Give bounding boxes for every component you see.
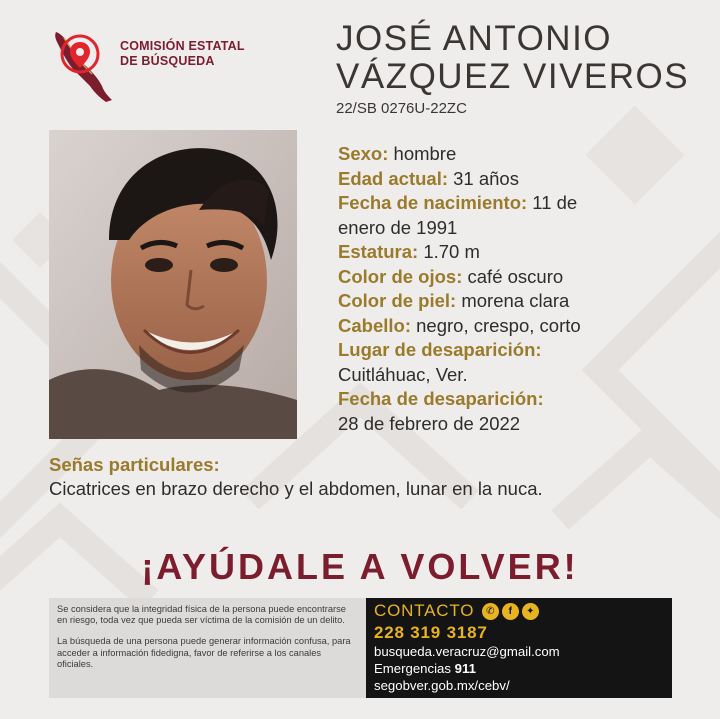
org-name <box>120 39 245 69</box>
detail-lugar-value: Cuitláhuac, Ver. <box>338 363 468 385</box>
contact-emergency-number[interactable]: 911 <box>454 661 476 676</box>
contact-website[interactable]: segobver.gob.mx/cebv/ <box>374 678 510 693</box>
detail-lugar <box>338 338 628 387</box>
facebook-icon[interactable]: f <box>502 603 519 620</box>
detail-cabello-label: Cabello: <box>338 314 411 336</box>
detail-piel <box>338 289 628 314</box>
distinguishing-marks-value: Cicatrices en brazo derecho y el abdomen, lunar en la nuca. <box>49 478 543 499</box>
detail-nacimiento-label: Fecha de nacimiento: <box>338 192 528 213</box>
distinguishing-marks-label: Señas particulares: <box>49 454 220 475</box>
detail-ojos <box>338 265 628 290</box>
detail-cabello <box>338 314 628 339</box>
contact-emergency <box>374 660 664 677</box>
detail-sexo-value: hombre <box>393 143 457 164</box>
detail-estatura-label: Estatura: <box>338 241 419 262</box>
phone-icon[interactable]: ✆ <box>482 603 499 620</box>
detail-edad <box>338 167 628 192</box>
detail-nacimiento <box>338 191 628 240</box>
contact-emergency-label: Emergencias <box>374 661 451 676</box>
detail-sexo-label: Sexo: <box>338 143 389 164</box>
veracruz-map-icon <box>46 28 118 104</box>
org-logo <box>46 28 266 104</box>
person-header <box>336 20 706 117</box>
person-photo <box>49 130 297 439</box>
detail-piel-value: morena clara <box>461 290 570 311</box>
detail-fecha-value: 28 de febrero de 2022 <box>338 412 521 434</box>
person-name-line1: JOSÉ ANTONIO <box>336 19 613 58</box>
disclaimer-paragraph-1: Se considera que la integridad física de la persona puede encontrarse en riesgo, toda vez que pueda ser víctima de la comisión de un delito. <box>57 604 346 626</box>
distinguishing-marks <box>49 453 709 501</box>
twitter-icon[interactable]: ✦ <box>522 603 539 620</box>
detail-piel-label: Color de piel: <box>338 290 457 311</box>
org-name-line1: COMISIÓN ESTATAL <box>120 39 245 53</box>
detail-estatura <box>338 240 628 265</box>
detail-estatura-value: 1.70 m <box>423 241 480 262</box>
contact-title-row <box>374 601 664 621</box>
person-details <box>338 142 628 436</box>
disclaimer-paragraph-2: La búsqueda de una persona puede generar información confusa, para acceder a información fidedigna, favor de referirse a los canales oficiales. <box>57 636 351 669</box>
contact-phone[interactable]: 228 319 3187 <box>374 623 488 642</box>
person-name-line2: VÁZQUEZ VIVEROS <box>336 57 690 96</box>
disclaimer-box <box>49 598 366 698</box>
detail-fecha <box>338 387 628 436</box>
detail-edad-value: 31 años <box>453 167 519 189</box>
detail-edad-label: Edad actual: <box>338 167 448 189</box>
contact-title: CONTACTO <box>374 601 475 620</box>
detail-sexo <box>338 142 628 167</box>
contact-box <box>366 598 672 698</box>
detail-nacimiento-value: 11 de enero de 1991 <box>338 192 578 238</box>
detail-ojos-label: Color de ojos: <box>338 265 463 287</box>
case-folio: 22/SB 0276U-22ZC <box>336 100 467 117</box>
detail-cabello-value: negro, crespo, corto <box>416 314 581 336</box>
detail-ojos-value: café oscuro <box>467 265 564 287</box>
headline: ¡AYÚDALE A VOLVER! <box>141 546 579 587</box>
detail-fecha-label: Fecha de desaparición: <box>338 388 544 409</box>
detail-lugar-label: Lugar de desaparición: <box>338 339 542 360</box>
contact-email[interactable]: busqueda.veracruz@gmail.com <box>374 644 560 659</box>
org-name-line2: DE BÚSQUEDA <box>120 54 215 68</box>
